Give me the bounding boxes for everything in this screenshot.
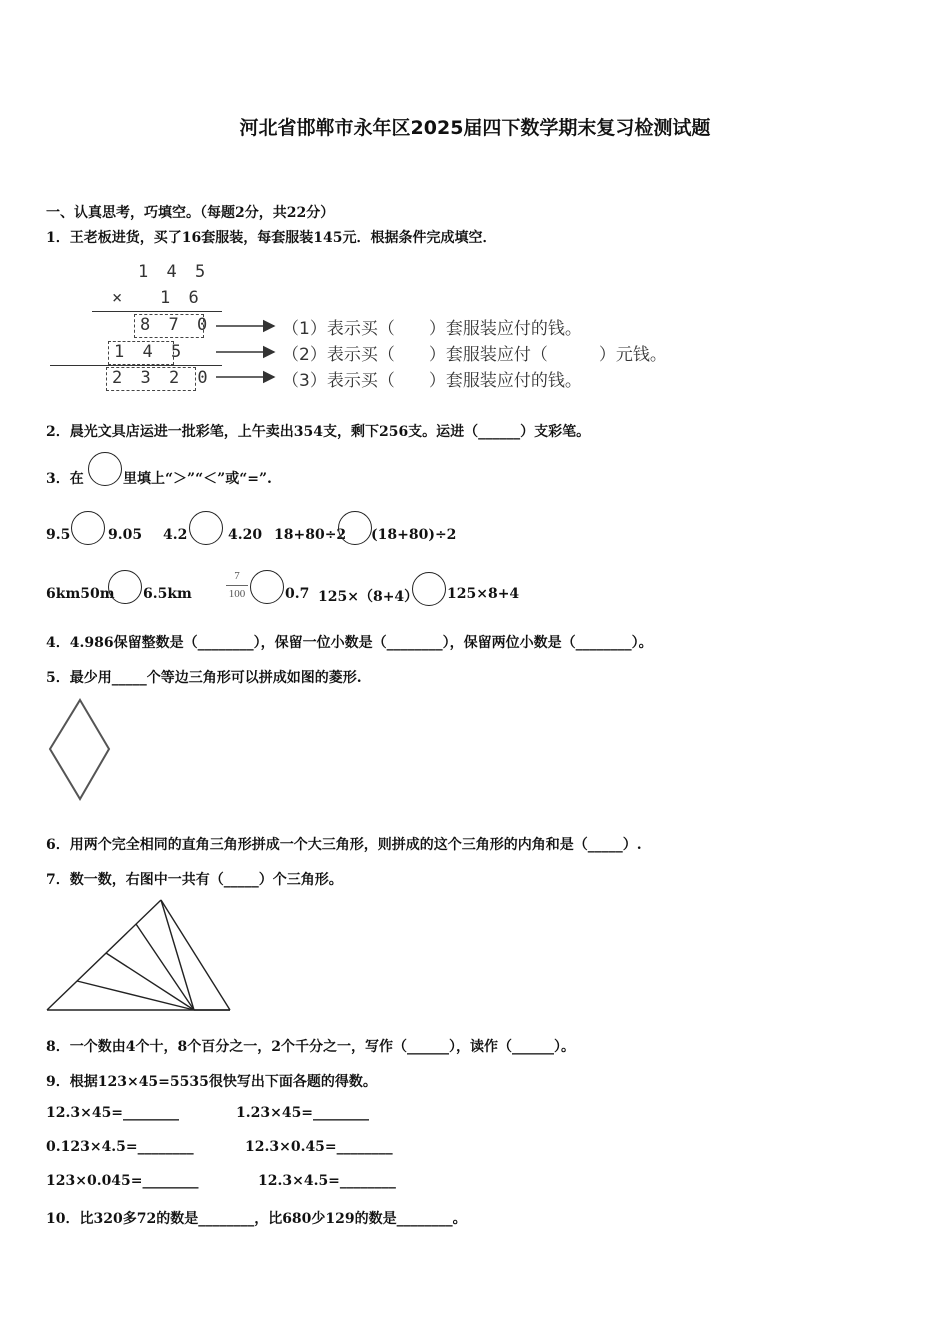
q9-item-3: 0.123×4.5=________: [46, 1139, 194, 1155]
compare-circle-example: [88, 452, 122, 486]
compare-3-right: (18+80)÷2: [371, 527, 457, 543]
question-3-prefix: 3．在: [46, 471, 84, 487]
compare-4-left: 6km50m: [46, 586, 115, 602]
partial-product-2: 1 4 5: [114, 342, 186, 362]
compare-4-right: 6.5km: [143, 586, 192, 602]
compare-circle-1[interactable]: [71, 511, 105, 545]
compare-circle-2[interactable]: [189, 511, 223, 545]
caption-1: （1）表示买（ ）套服装应付的钱。: [282, 319, 582, 339]
page-title: 河北省邯郸市永年区2025届四下数学期末复习检测试题: [239, 117, 711, 139]
q9-item-1: 12.3×45=________: [46, 1105, 180, 1121]
question-7: 7．数一数，右图中一共有（_____）个三角形。: [46, 872, 343, 888]
triangles-figure: [44, 897, 234, 1015]
q9-item-4: 12.3×0.45=________: [245, 1139, 393, 1155]
compare-circle-3[interactable]: [338, 511, 372, 545]
question-1: 1．王老板进货，买了16套服装，每套服装145元．根据条件完成填空．: [46, 230, 497, 246]
times-sign: ×: [112, 288, 127, 308]
partial-product-1: 8 7 0: [140, 315, 212, 335]
multiplicand: 1 4 5: [138, 262, 210, 282]
compare-2-right: 4.20: [228, 527, 263, 543]
compare-5-right: 0.7: [285, 586, 310, 602]
compare-6-right: 125×8+4: [447, 586, 520, 602]
caption-3: （3）表示买（ ）套服装应付的钱。: [282, 371, 582, 391]
compare-circle-6[interactable]: [412, 572, 446, 606]
product: 2 3 2 0: [112, 368, 212, 388]
sum-line: [50, 365, 222, 366]
question-5: 5．最少用_____个等边三角形可以拼成如图的菱形.: [46, 670, 362, 686]
question-10: 10．比320多72的数是________，比680少129的数是________。: [46, 1211, 467, 1227]
fraction-numerator: 7: [234, 570, 240, 582]
caption-2: （2）表示买（ ）套服装应付（ ）元钱。: [282, 345, 667, 365]
question-4: 4．4.986保留整数是（________），保留一位小数是（________），保留两位小数是（________）。: [46, 635, 653, 651]
compare-1-left: 9.5: [46, 527, 71, 543]
arrows: [214, 314, 284, 390]
fraction-bar: [226, 585, 248, 586]
question-3-text: 里填上“＞”“＜”或“=”.: [123, 471, 272, 487]
multiplier: 1 6: [160, 288, 203, 308]
question-9: 9．根据123×45=5535很快写出下面各题的得数。: [46, 1074, 377, 1090]
compare-circle-5[interactable]: [250, 570, 284, 604]
compare-1-right: 9.05: [108, 527, 143, 543]
rhombus-figure: [46, 698, 114, 802]
section-heading: 一、认真思考，巧填空。（每题2分，共22分）: [46, 205, 335, 221]
question-8: 8．一个数由4个十，8个百分之一，2个千分之一，写作（______），读作（______）。: [46, 1039, 575, 1055]
q9-item-2: 1.23×45=________: [236, 1105, 370, 1121]
compare-3-left: 18+80÷2: [274, 527, 347, 543]
question-2: 2．晨光文具店运进一批彩笔，上午卖出354支，剩下256支。运进（______）支彩笔。: [46, 424, 591, 440]
fraction-denominator: 100: [228, 588, 246, 600]
q9-item-5: 123×0.045=________: [46, 1173, 199, 1189]
question-6: 6．用两个完全相同的直角三角形拼成一个大三角形，则拼成的这个三角形的内角和是（_____）.: [46, 837, 642, 853]
compare-6-left: 125×（8+4）: [318, 589, 419, 605]
q9-item-6: 12.3×4.5=________: [258, 1173, 396, 1189]
compare-circle-4[interactable]: [108, 570, 142, 604]
multiplication-line: [92, 311, 222, 312]
compare-2-left: 4.2: [163, 527, 188, 543]
